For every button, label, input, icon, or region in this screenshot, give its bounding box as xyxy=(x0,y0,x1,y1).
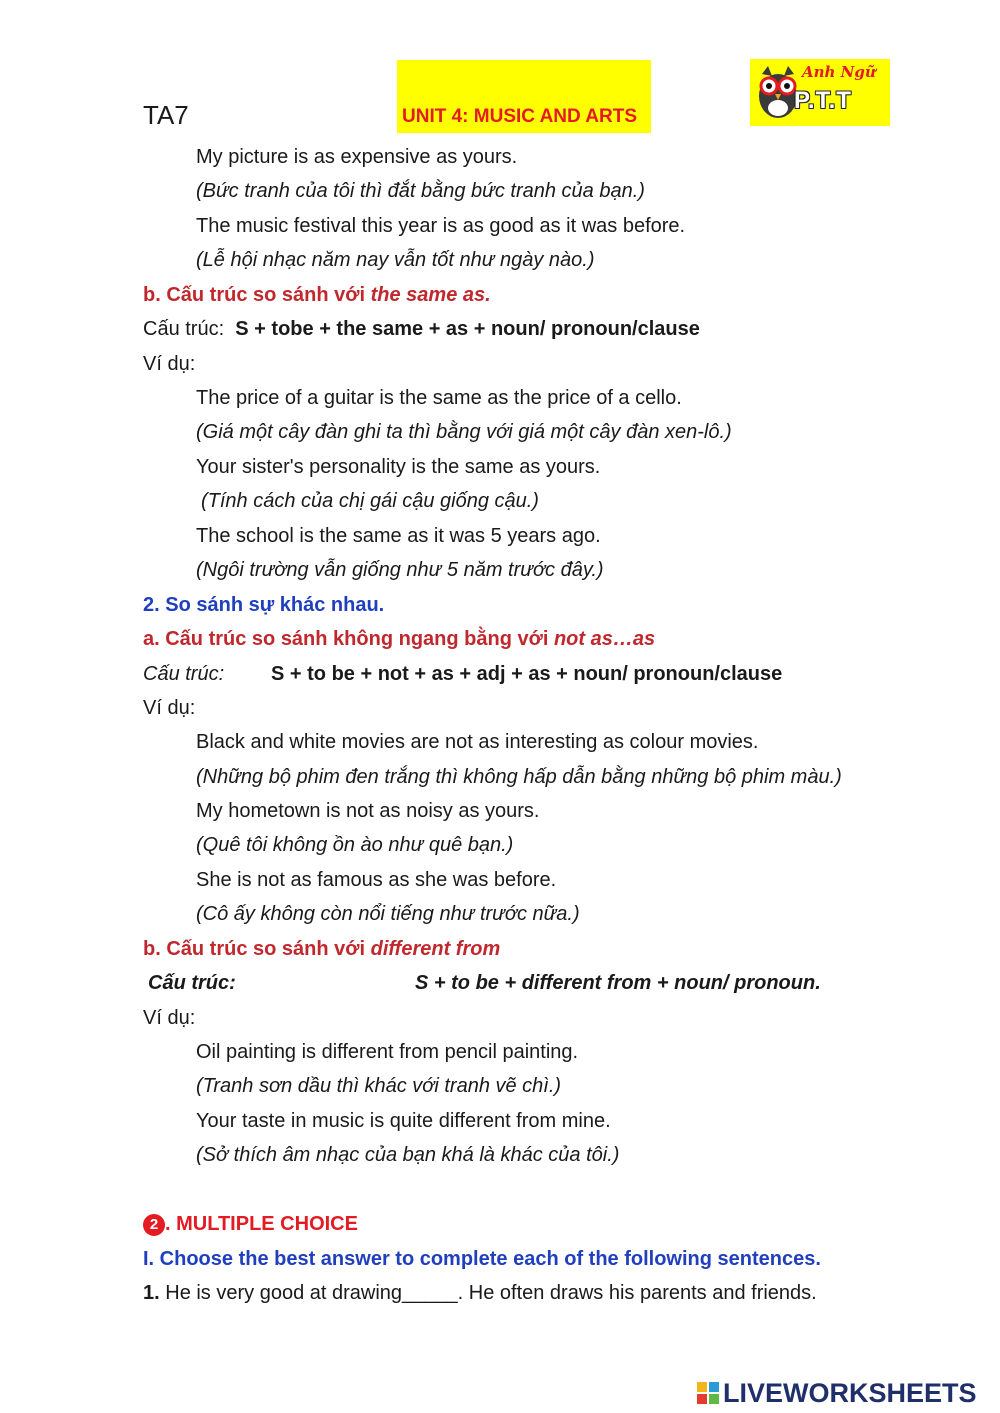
section-heading-not-as: a. Cấu trúc so sánh không ngang bằng với not as…as xyxy=(143,628,656,650)
example-en: My hometown is not as noisy as yours. xyxy=(196,800,540,822)
structure-line: Cấu trúc: S + tobe + the same + as + noun/ pronoun/clause xyxy=(143,318,700,340)
example-vi: (Tranh sơn dầu thì khác với tranh vẽ chì.) xyxy=(196,1075,562,1097)
example-label: Ví dụ: xyxy=(143,353,196,375)
structure-formula: S + to be + different from + noun/ pronoun. xyxy=(415,972,821,994)
logo-text-bottom: P.T.T xyxy=(794,87,852,114)
example-en: Your sister's personality is the same as yours. xyxy=(196,456,601,478)
section-heading-same-as: b. Cấu trúc so sánh với the same as. xyxy=(143,284,491,306)
section-heading-different-from: b. Cấu trúc so sánh với different from xyxy=(143,938,501,960)
example-vi: (Những bộ phim đen trắng thì không hấp dẫn bằng những bộ phim màu.) xyxy=(196,766,842,788)
question-1: 1. He is very good at drawing_____. He often draws his parents and friends. xyxy=(143,1282,817,1304)
structure-formula: S + to be + not + as + adj + as + noun/ pronoun/clause xyxy=(271,663,783,685)
example-en: She is not as famous as she was before. xyxy=(196,869,557,891)
example-vi: (Giá một cây đàn ghi ta thì bằng với giá một cây đàn xen-lô.) xyxy=(196,421,732,443)
example-en: Your taste in music is quite different from mine. xyxy=(196,1110,611,1132)
example-vi: (Cô ấy không còn nổi tiếng như trước nữa.) xyxy=(196,903,580,925)
structure-line: Cấu trúc: xyxy=(143,663,225,685)
example-en: The music festival this year is as good as it was before. xyxy=(196,215,686,237)
example-vi: (Lễ hội nhạc năm nay vẫn tốt như ngày nào.) xyxy=(196,249,595,271)
example-en: My picture is as expensive as yours. xyxy=(196,146,518,168)
example-label: Ví dụ: xyxy=(143,1007,196,1029)
example-en: The school is the same as it was 5 years ago. xyxy=(196,525,601,547)
brand-logo xyxy=(750,59,890,126)
multiple-choice-heading: 2 . MULTIPLE CHOICE xyxy=(143,1211,358,1237)
course-code: TA7 xyxy=(143,100,189,130)
example-label: Ví dụ: xyxy=(143,697,196,719)
example-en: The price of a guitar is the same as the price of a cello. xyxy=(196,387,682,409)
example-vi: (Bức tranh của tôi thì đắt bằng bức tranh của bạn.) xyxy=(196,180,645,202)
example-en: Black and white movies are not as interesting as colour movies. xyxy=(196,731,759,753)
liveworksheets-icon xyxy=(697,1382,719,1404)
example-en: Oil painting is different from pencil painting. xyxy=(196,1041,579,1063)
unit-title: UNIT 4: MUSIC AND ARTS xyxy=(402,106,638,127)
structure-label: Cấu trúc: xyxy=(148,972,236,994)
example-vi: (Quê tôi không ồn ào như quê bạn.) xyxy=(196,834,514,856)
example-vi: (Tính cách của chị gái cậu giống cậu.) xyxy=(201,490,539,512)
example-vi: (Sở thích âm nhạc của bạn khá là khác của tôi.) xyxy=(196,1144,620,1166)
logo-text-top: Anh Ngữ xyxy=(802,63,876,81)
instruction: I. Choose the best answer to complete each of the following sentences. xyxy=(143,1248,821,1270)
section-heading-differences: 2. So sánh sự khác nhau. xyxy=(143,594,385,616)
section-number-badge: 2 xyxy=(143,1214,165,1236)
liveworksheets-wordmark: LIVEWORKSHEETS xyxy=(723,1378,977,1408)
example-vi: (Ngôi trường vẫn giống như 5 năm trước đây.) xyxy=(196,559,604,581)
